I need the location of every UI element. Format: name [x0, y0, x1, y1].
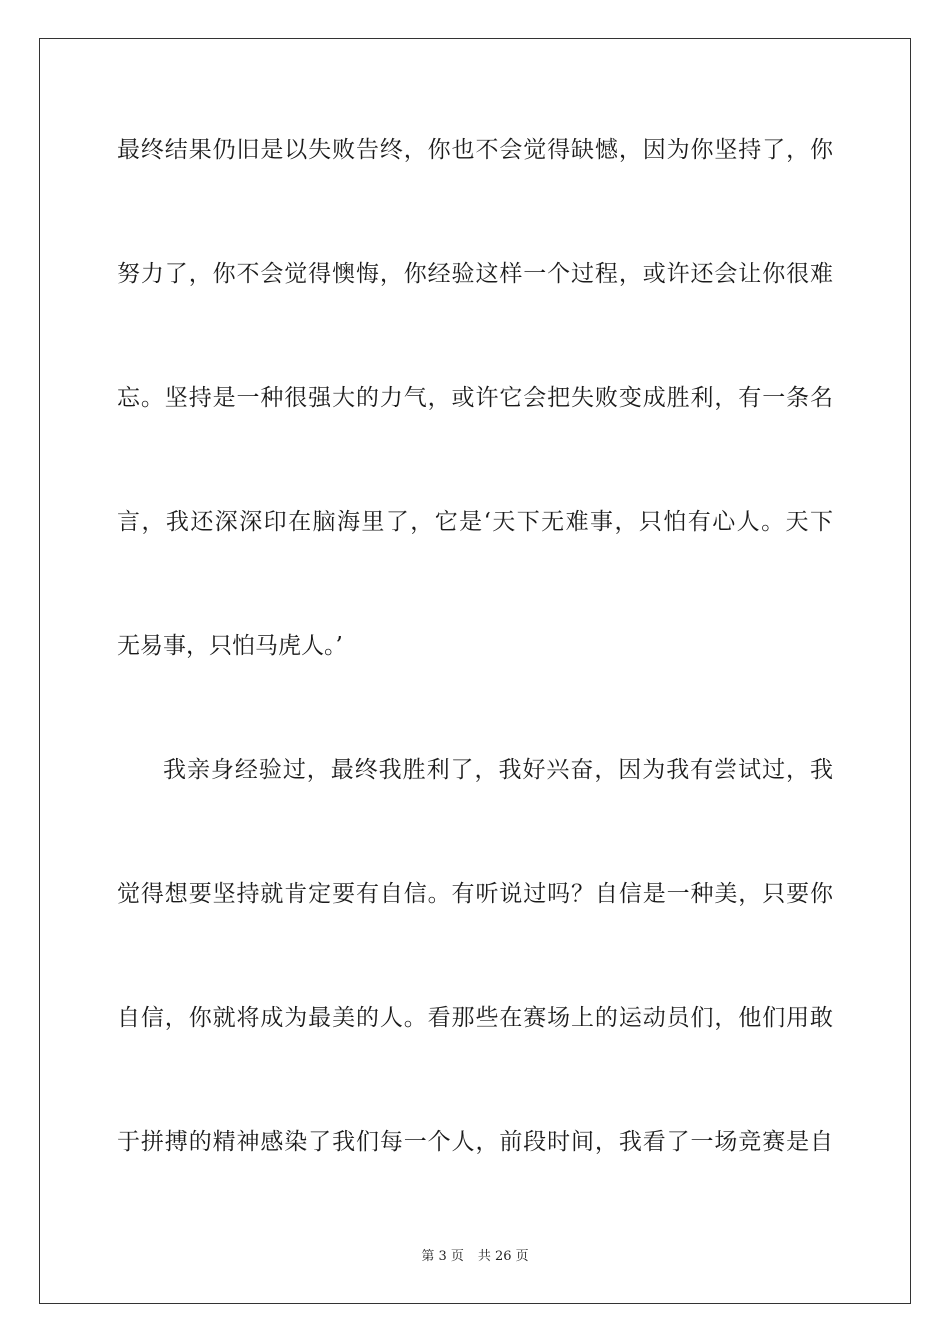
text-line: 觉得想要坚持就肯定要有自信。有听说过吗？自信是一种美，只要你: [117, 881, 833, 907]
text-line: 最终结果仍旧是以失败告终，你也不会觉得缺憾，因为你坚持了，你: [117, 137, 833, 163]
text-line: 无易事，只怕马虎人。’: [117, 633, 343, 659]
page-footer: [0, 1248, 950, 1266]
text-line: 我亲身经验过，最终我胜利了，我好兴奋，因为我有尝试过，我: [163, 757, 833, 783]
document-body: [117, 0, 833, 1240]
text-line: 努力了，你不会觉得懊悔，你经验这样一个过程，或许还会让你很难: [117, 261, 833, 287]
text-line: 于拼搏的精神感染了我们每一个人，前段时间，我看了一场竞赛是自: [117, 1129, 833, 1155]
text-line: 忘。坚持是一种很强大的力气，或许它会把失败变成胜利，有一条名: [117, 385, 833, 411]
page-number: 第 3 页: [421, 1249, 464, 1264]
text-line: 自信，你就将成为最美的人。看那些在赛场上的运动员们，他们用敢: [117, 1005, 833, 1031]
text-line: 言，我还深深印在脑海里了，它是‘天下无难事，只怕有心人。天下: [117, 509, 833, 535]
page-total: 共 26 页: [477, 1249, 529, 1264]
